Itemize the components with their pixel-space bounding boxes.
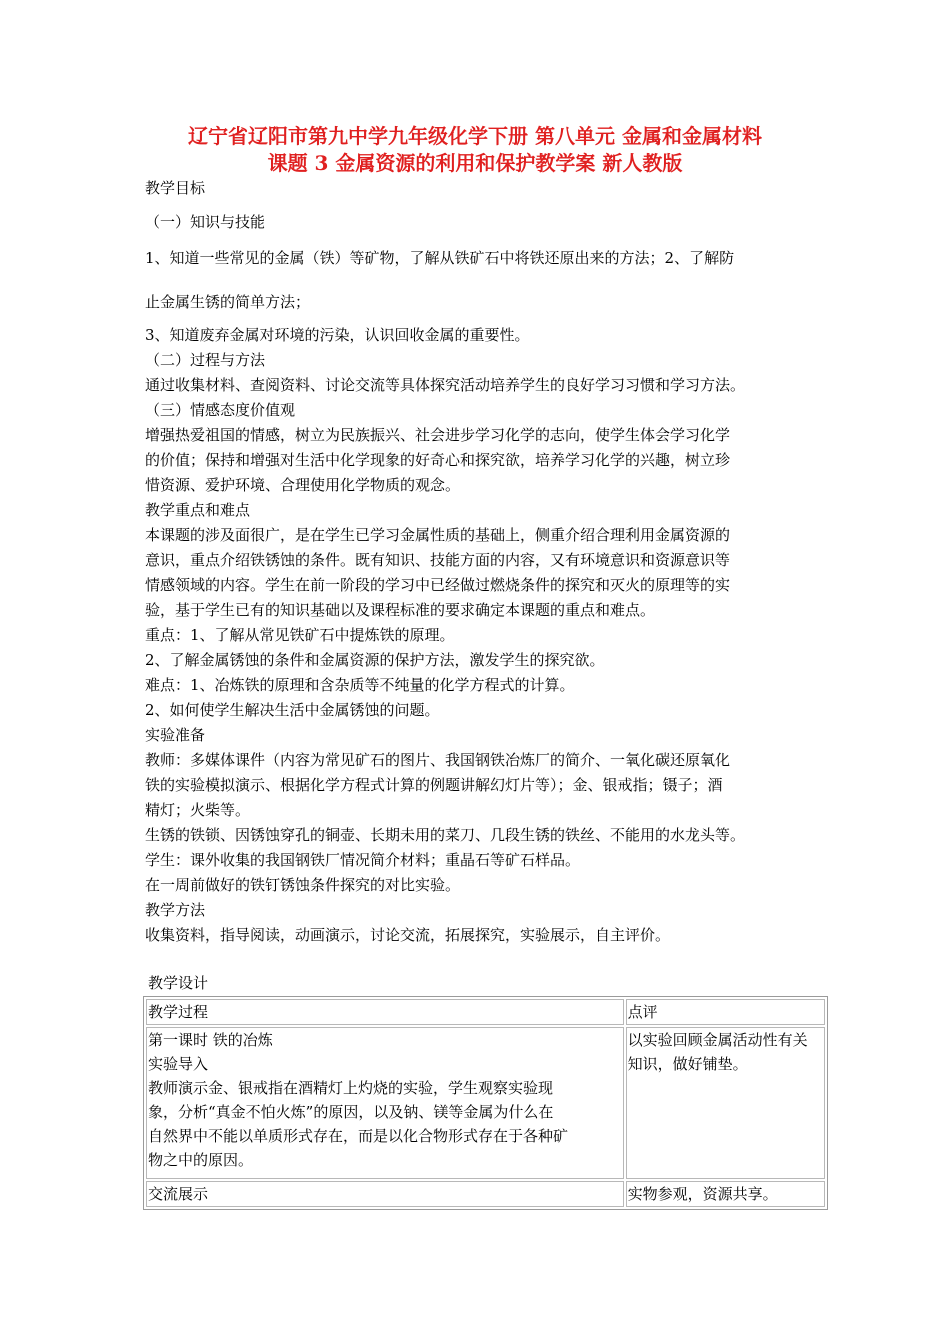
table-row [146,1181,825,1207]
table-header-process: 教学过程 [146,999,624,1025]
document-title-line-1: 辽宁省辽阳市第九中学九年级化学下册 第八单元 金属和金属材料 [188,124,762,148]
cell-text-line: 知识，做好铺垫。 [627,1055,748,1073]
key-point-2: 2、了解金属锈蚀的条件和金属资源的保护方法，激发学生的探究欲。 [145,651,605,669]
paragraph-line: 生锈的铁锁、因锈蚀穿孔的铜壶、长期未用的菜刀、几段生锈的铁丝、不能用的水龙头等。 [145,826,746,844]
table-cell-comment [626,1027,825,1179]
paragraph-line: 学生：课外收集的我国钢铁厂情况简介材料；重晶石等矿石样品。 [145,851,581,869]
paragraph-line: 情感领域的内容。学生在前一阶段的学习中已经做过燃烧条件的探究和灭火的原理等的实 [145,576,731,594]
cell-text-line: 自然界中不能以单质形式存在，而是以化合物形式存在于各种矿 [148,1127,569,1145]
paragraph-line: 的价值；保持和增强对生活中化学现象的好奇心和探究欲，培养学习化学的兴趣，树立珍 [145,451,731,469]
cell-text-line: 教师演示金、银戒指在酒精灯上灼烧的实验，学生观察实验现 [148,1079,554,1097]
cell-text-line: 象，分析“真金不怕火炼”的原因，以及钠、镁等金属为什么在 [148,1103,554,1121]
paragraph-line: 铁的实验模拟演示、根据化学方程式计算的例题讲解幻灯片等）；金、银戒指；镊子；酒 [145,776,723,794]
paragraph-line: 教师：多媒体课件（内容为常见矿石的图片、我国钢铁冶炼厂的简介、一氧化碳还原氧化 [145,751,731,769]
heading-teaching-goals: 教学目标 [145,179,206,197]
paragraph-line: 收集资料，指导阅读，动画演示，讨论交流，拓展探究，实验展示，自主评价。 [145,926,671,944]
table-header-row [146,999,825,1025]
subheading-process-methods: （二）过程与方法 [145,351,266,369]
key-point-1: 重点：1、了解从常见铁矿石中提炼铁的原理。 [145,626,455,644]
heading-key-points: 教学重点和难点 [145,501,251,519]
difficulty-2: 2、如何使学生解决生活中金属锈蚀的问题。 [145,701,440,719]
heading-teaching-methods: 教学方法 [145,901,206,919]
table-cell-process: 交流展示 [146,1181,624,1207]
paragraph-line: 本课题的涉及面很广，是在学生已学习金属性质的基础上，侧重介绍合理利用金属资源的 [145,526,731,544]
table-cell-process [146,1027,624,1179]
paragraph-line: 1、知道一些常见的金属（铁）等矿物，了解从铁矿石中将铁还原出来的方法；2、了解防 [145,249,735,267]
paragraph-line: 3、知道废弃金属对环境的污染，认识回收金属的重要性。 [145,326,530,344]
cell-text-line: 第一课时 铁的冶炼 [148,1031,273,1049]
heading-experiment-prep: 实验准备 [145,726,206,744]
table-header-comment: 点评 [626,999,825,1025]
paragraph-line: 止金属生锈的简单方法； [145,293,311,311]
cell-text-line: 以实验回顾金属活动性有关 [627,1031,808,1049]
paragraph-line: 惜资源、爱护环境、合理使用化学物质的观念。 [145,476,461,494]
document-title-line-2: 课题 3 金属资源的利用和保护教学案 新人教版 [267,151,683,175]
paragraph-line: 意识，重点介绍铁锈蚀的条件。既有知识、技能方面的内容，又有环境意识和资源意识等 [145,551,731,569]
heading-teaching-design: 教学设计 [148,974,209,992]
subheading-knowledge-skills: （一）知识与技能 [145,213,266,231]
subheading-emotion-values: （三）情感态度价值观 [145,401,296,419]
paragraph-line: 验，基于学生已有的知识基础以及课程标准的要求确定本课题的重点和难点。 [145,601,656,619]
paragraph-line: 精灯；火柴等。 [145,801,251,819]
paragraph-line: 通过收集材料、查阅资料、讨论交流等具体探究活动培养学生的良好学习习惯和学习方法。 [145,376,746,394]
difficulty-1: 难点：1、冶炼铁的原理和含杂质等不纯量的化学方程式的计算。 [145,676,575,694]
paragraph-line: 在一周前做好的铁钉锈蚀条件探究的对比实验。 [145,876,461,894]
teaching-design-table [143,996,828,1210]
table-cell-comment: 实物参观，资源共享。 [626,1181,825,1207]
cell-text-line: 实验导入 [148,1055,209,1073]
cell-text-line: 物之中的原因。 [148,1151,254,1169]
table-row [146,1027,825,1179]
paragraph-line: 增强热爱祖国的情感，树立为民族振兴、社会进步学习化学的志向，使学生体会学习化学 [145,426,731,444]
